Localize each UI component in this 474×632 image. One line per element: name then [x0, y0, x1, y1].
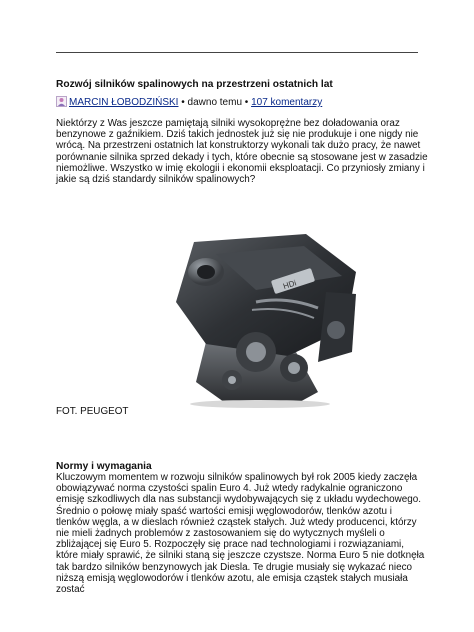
- byline-time: dawno temu: [187, 97, 243, 108]
- engine-photo: [56, 232, 418, 408]
- image-caption: FOT. PEUGEOT: [56, 406, 129, 417]
- byline-separator-2: •: [242, 97, 252, 108]
- article-intro: Niektórzy z Was jeszcze pamiętają silniki wysokoprężne bez doładowania oraz benzynowe z gaźnikiem. Dziś takich jednostek już się nie produkuje i one nigdy nie wrócą. Na przestrzeni ostatnich lat konstruktorzy wykonali tak dużo pracy, że nawet porównanie silnika sprzed dekady i tych, które obecnie są stosowane jest w zasadzie niemożliwe. Wszystko w imię ekologii i ekonomii eksploatacji. Co przyniosły zmiany i jakie są dziś standardy silników spalinowych?: [56, 118, 428, 186]
- byline-separator-1: •: [178, 97, 188, 108]
- author-avatar-icon: [56, 96, 67, 107]
- comments-link[interactable]: 107 komentarzy: [251, 97, 323, 108]
- section-text: Kluczowym momentem w rozwoju silników spalinowych był rok 2005 kiedy zaczęła obowiązywać norma czystości spalin Euro 4. Już wtedy radykalnie ograniczono emisję szkodliwych dla nas substancji wydobywających się z układu wydechowego. Średnio o połowę miały spaść wartości emisji węglowodorów, tlenków azotu i tlenków węgla, a w dieslach również cząstek stałych. Już wtedy producenci, którzy nie mieli żadnych problemów z zastosowaniem się do wytycznych myśleli o zbliżającej się Euro 5. Rozpoczęły się prace nad technologiami i rozwiązaniami, które miały sprawić, że silniki staną się jeszcze czystsze. Norma Euro 5 nie dotknęła tak bardzo silników benzynowych jak Diesla. Te drugie musiały się wykazać nieco niższą emisją węglowodorów i tlenków azotu, ale emisja cząstek stałych musiała zostać: [56, 472, 425, 596]
- article-title: Rozwój silników spalinowych na przestrzeni ostatnich lat: [56, 79, 333, 90]
- author-link[interactable]: MARCIN ŁOBODZIŃSKI: [69, 97, 179, 108]
- section-heading: Normy i wymagania: [56, 461, 152, 472]
- top-divider: [56, 52, 418, 53]
- svg-text:HDi: HDi: [281, 278, 298, 292]
- byline: [56, 96, 426, 110]
